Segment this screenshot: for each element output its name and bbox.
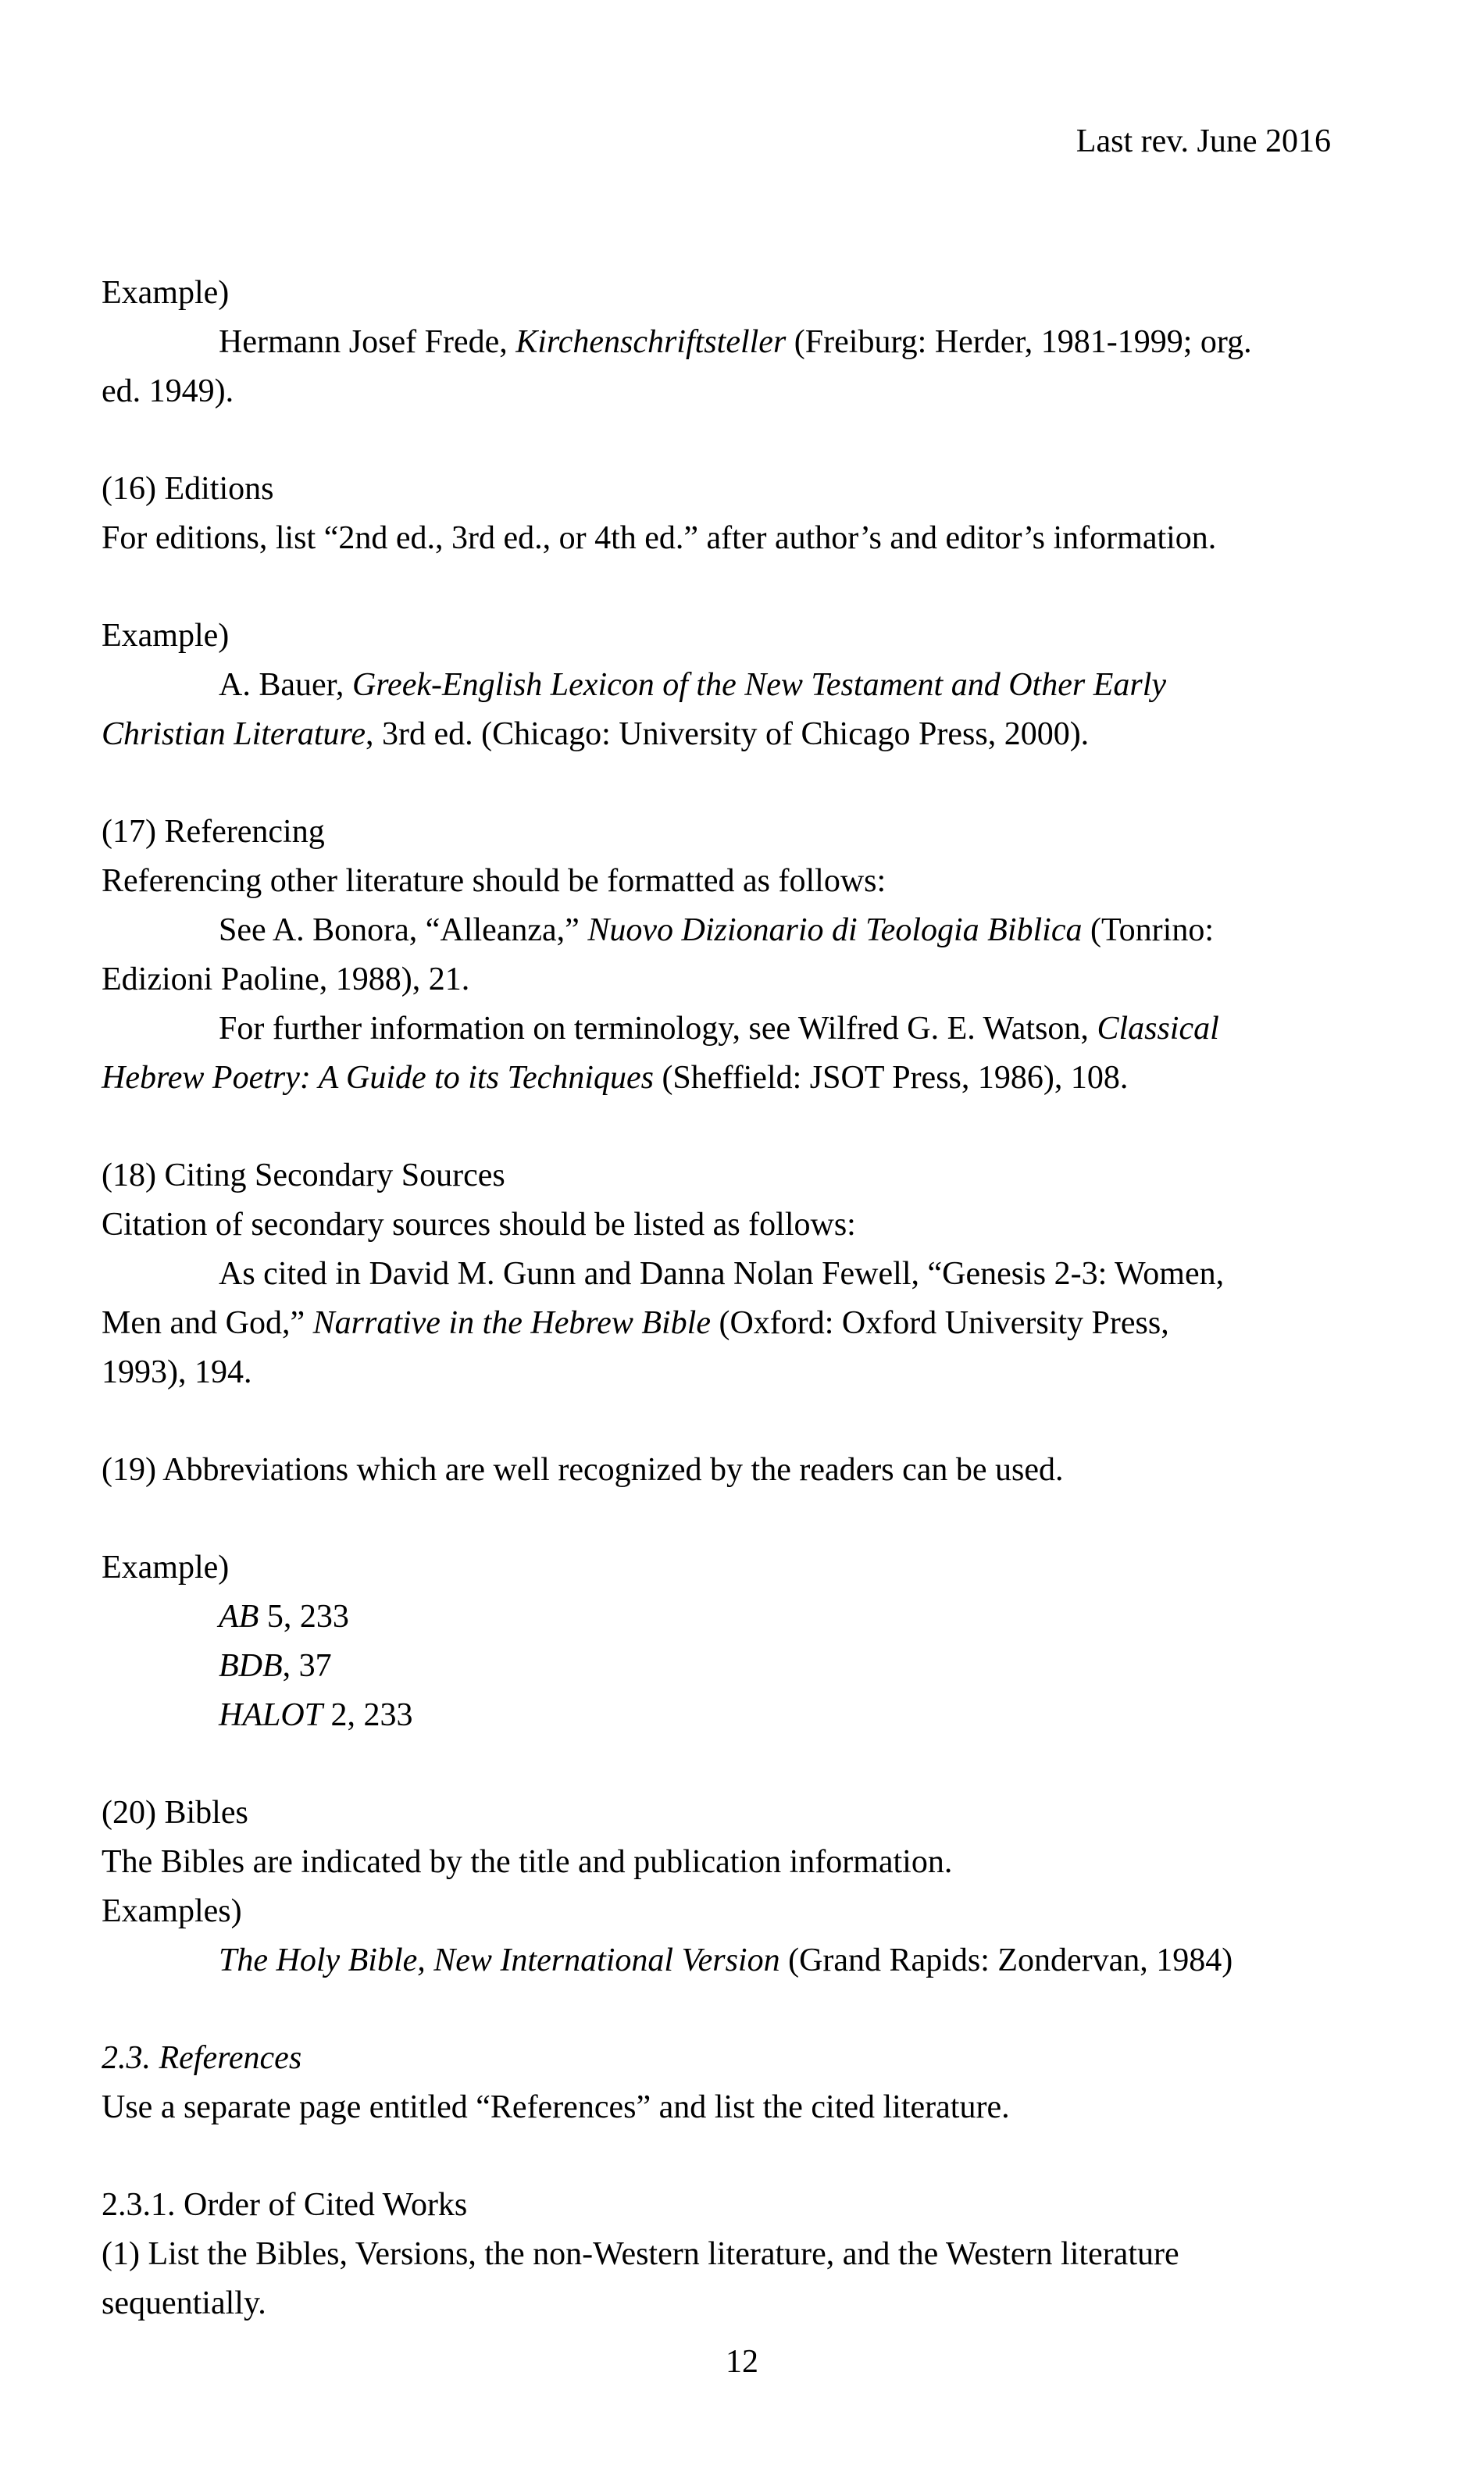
text-line <box>102 1691 1398 1740</box>
text-segment: , 37 <box>282 1648 332 1684</box>
text-segment: Christian Literature <box>102 716 366 752</box>
text-segment: Men and God,” <box>102 1305 313 1341</box>
text-line <box>102 1593 1398 1642</box>
text-line <box>102 1936 1398 1985</box>
text-line <box>102 906 1398 955</box>
text-segment: 2.3. References <box>102 2040 302 2076</box>
text-line <box>102 1446 1398 1495</box>
text-line <box>102 2230 1398 2279</box>
text-segment: ed. 1949). <box>102 373 234 409</box>
text-line <box>102 1789 1398 1838</box>
text-line <box>102 1838 1398 1887</box>
text-segment: (Sheffield: JSOT Press, 1986), 108. <box>653 1060 1129 1096</box>
text-segment: 2.3.1. Order of Cited Works <box>102 2187 468 2223</box>
text-line <box>102 661 1398 710</box>
text-line <box>102 1200 1398 1250</box>
text-segment: Edizioni Paoline, 1988), 21. <box>102 961 470 997</box>
page-number: 12 <box>726 2344 758 2380</box>
text-segment: Use a separate page entitled “References” and list the cited literature. <box>102 2089 1010 2125</box>
text-line <box>102 710 1398 759</box>
text-segment: Referencing other literature should be formatted as follows: <box>102 863 886 899</box>
text-line <box>102 612 1398 661</box>
text-line <box>102 955 1398 1004</box>
text-segment: Hermann Josef Frede, <box>219 324 516 360</box>
text-line <box>102 1543 1398 1593</box>
text-segment: Kirchenschriftsteller <box>515 324 787 360</box>
text-line <box>102 1887 1398 1936</box>
text-line <box>102 857 1398 906</box>
text-line <box>102 367 1398 416</box>
text-line <box>102 2083 1398 2132</box>
text-line <box>102 1299 1398 1348</box>
text-segment: See A. Bonora, “Alleanza,” <box>219 912 588 948</box>
text-segment: Citation of secondary sources should be listed as follows: <box>102 1207 856 1243</box>
text-line <box>102 1250 1398 1299</box>
text-segment: Example) <box>102 275 230 311</box>
text-segment: sequentially. <box>102 2285 266 2321</box>
text-segment: The Holy Bible, New International Version <box>219 1942 780 1978</box>
text-segment: (17) Referencing <box>102 814 325 850</box>
text-segment: BDB <box>219 1648 283 1684</box>
text-segment: (1) List the Bibles, Versions, the non-Western literature, and the Western literature <box>102 2236 1179 2272</box>
text-line <box>102 1151 1398 1200</box>
text-segment: Example) <box>102 618 230 654</box>
text-segment: Classical <box>1097 1011 1219 1047</box>
text-segment: (Oxford: Oxford University Press, <box>710 1305 1169 1341</box>
text-line <box>102 514 1398 563</box>
text-segment: AB <box>219 1599 259 1635</box>
text-segment: , 3rd ed. (Chicago: University of Chicago Press, 2000). <box>366 716 1090 752</box>
text-line <box>102 465 1398 514</box>
text-line <box>102 2279 1398 2328</box>
text-segment: (20) Bibles <box>102 1795 248 1831</box>
text-segment: 5, 233 <box>259 1599 349 1635</box>
text-segment: For further information on terminology, see Wilfred G. E. Watson, <box>219 1011 1097 1047</box>
text-line <box>102 2034 1398 2083</box>
text-line <box>102 1054 1398 1103</box>
text-line <box>102 318 1398 367</box>
document-body <box>102 269 1398 2328</box>
text-line <box>102 808 1398 857</box>
text-segment: 1993), 194. <box>102 1354 252 1390</box>
text-line <box>102 1004 1398 1054</box>
text-segment: A. Bauer, <box>219 667 352 703</box>
text-line <box>102 269 1398 318</box>
text-segment: For editions, list “2nd ed., 3rd ed., or 4th ed.” after author’s and editor’s information. <box>102 520 1217 556</box>
text-line <box>102 2181 1398 2230</box>
text-segment: (Tonrino: <box>1082 912 1215 948</box>
text-segment: (Freiburg: Herder, 1981-1999; org. <box>786 324 1252 360</box>
text-segment: 2, 233 <box>323 1697 413 1733</box>
text-segment: (16) Editions <box>102 471 274 507</box>
revision-note: Last rev. June 2016 <box>1076 123 1331 159</box>
text-segment: Examples) <box>102 1893 242 1929</box>
text-line <box>102 1348 1398 1397</box>
text-line <box>102 1642 1398 1691</box>
text-segment: Hebrew Poetry: A Guide to its Techniques <box>102 1060 654 1096</box>
text-segment: Nuovo Dizionario di Teologia Biblica <box>587 912 1083 948</box>
text-segment: (Grand Rapids: Zondervan, 1984) <box>779 1942 1233 1978</box>
text-segment: (18) Citing Secondary Sources <box>102 1158 505 1193</box>
text-segment: HALOT <box>219 1697 323 1733</box>
text-segment: The Bibles are indicated by the title and publication information. <box>102 1844 953 1880</box>
text-segment: As cited in David M. Gunn and Danna Nolan Fewell, “Genesis 2-3: Women, <box>219 1256 1225 1292</box>
text-segment: (19) Abbreviations which are well recognized by the readers can be used. <box>102 1452 1064 1488</box>
text-segment: Example) <box>102 1550 230 1586</box>
text-segment: Greek-English Lexicon of the New Testament and Other Early <box>351 667 1167 703</box>
text-segment: Narrative in the Hebrew Bible <box>312 1305 711 1341</box>
